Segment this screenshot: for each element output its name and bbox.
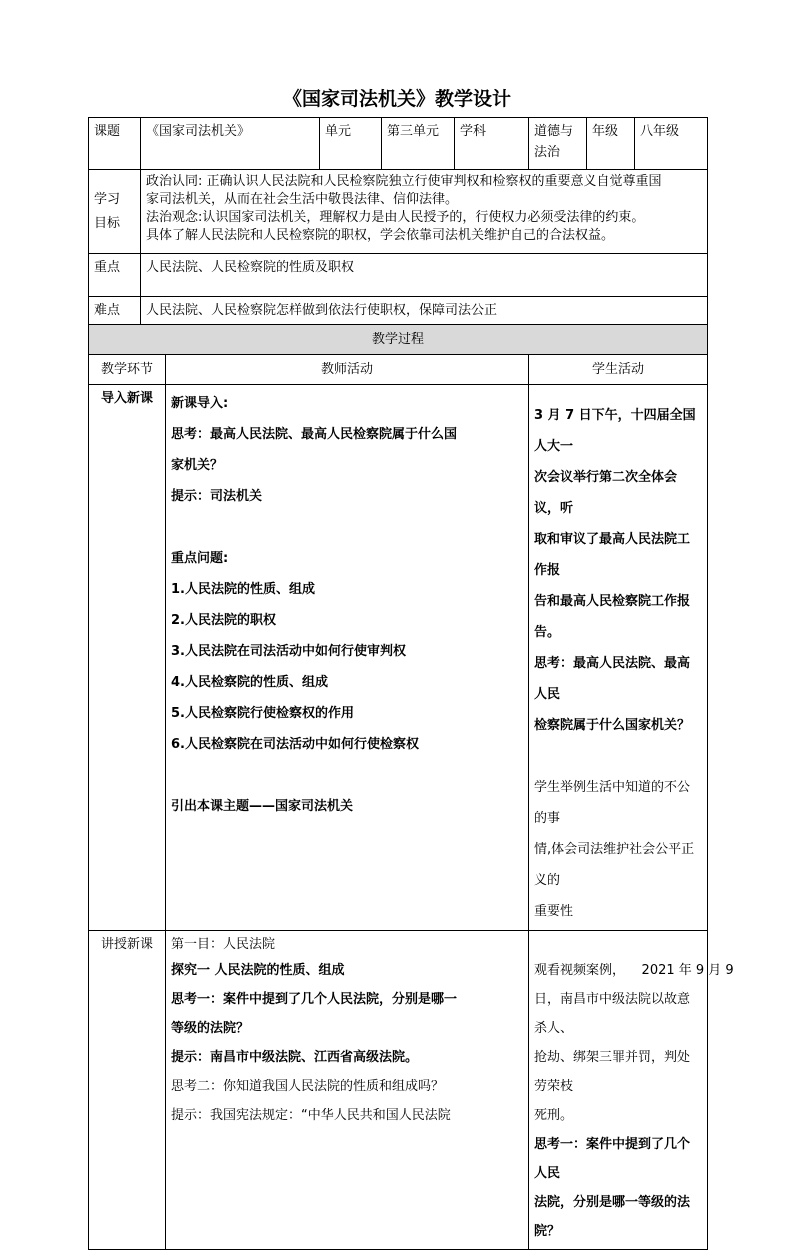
unit-value: 第三单元	[382, 118, 455, 170]
key-point-value: 人民法院、人民检察院的性质及职权	[141, 254, 708, 297]
student-activity-lecture	[529, 931, 734, 1250]
subject-label: 学科	[455, 118, 529, 170]
teacher-activity-intro	[166, 385, 529, 931]
teacher-activity-lecture	[166, 931, 529, 1250]
student-line: 思考一：案件中提到了几个人民	[534, 1137, 691, 1181]
teacher-line: 3.人民法院在司法活动中如何行使审判权	[171, 644, 406, 659]
difficulty-value: 人民法院、人民检察院怎样做到依法行使职权，保障司法公正	[141, 297, 708, 325]
teacher-line: 5.人民检察院行使检察权的作用	[171, 706, 354, 721]
col-teacher-header: 教师活动	[166, 355, 529, 385]
student-line: 情,体会司法维护社会公平正义的	[534, 842, 695, 888]
student-line: 日，南昌市中级法院以故意杀人、	[534, 992, 691, 1036]
student-line: 死刑。	[534, 1108, 574, 1123]
grade-label: 年级	[587, 118, 635, 170]
student-line: 次会议举行第二次全体会议，听	[534, 470, 678, 516]
student-line: 思考：最高人民法院、最高人民	[534, 656, 691, 702]
student-activity-intro	[529, 385, 708, 931]
objectives-label	[89, 170, 141, 254]
stage-intro: 导入新课	[89, 385, 166, 931]
teacher-line: 思考一：案件中提到了几个人民法院，分别是哪一	[171, 992, 458, 1007]
objective-line: 家司法机关，从而在社会生活中敬畏法律、信仰法律。	[146, 192, 459, 207]
col-stage-header: 教学环节	[89, 355, 166, 385]
teacher-line: 家机关？	[171, 458, 224, 473]
teacher-line: 1.人民法院的性质、组成	[171, 582, 315, 597]
col-student-header: 学生活动	[529, 355, 708, 385]
student-line: 观看视频案例， 2021 年 9 月 9	[534, 963, 734, 978]
teacher-line: 思考二：你知道我国人民法院的性质和组成吗？	[171, 1079, 445, 1094]
student-line: 抢劫、绑架三罪并罚，判处劳荣枝	[534, 1050, 691, 1094]
teacher-line: 思考：最高人民法院、最高人民检察院属于什么国	[171, 427, 458, 442]
student-line: 重要性	[534, 904, 574, 919]
objectives-content	[141, 170, 708, 254]
section-lecture-row	[89, 931, 708, 1250]
student-line: 法院，分别是哪一等级的法院？	[534, 1195, 691, 1239]
process-title-row	[89, 325, 708, 355]
lesson-plan-table	[88, 117, 734, 1250]
teacher-line: 引出本课主题——国家司法机关	[171, 799, 354, 814]
key-point-label: 重点	[89, 254, 141, 297]
subject-value: 道德与法治	[529, 118, 587, 170]
process-header-row	[89, 355, 708, 385]
header-row	[89, 118, 708, 170]
stage-lecture: 讲授新课	[89, 931, 166, 1250]
student-line: 学生举例生活中知道的不公的事	[534, 780, 691, 826]
teacher-line: 探究一 人民法院的性质、组成	[171, 963, 345, 978]
objective-line: 政治认同: 正确认识人民法院和人民检察院独立行使审判权和检察权的重要意义自觉尊重国	[146, 174, 662, 189]
difficulty-row	[89, 297, 708, 325]
teacher-line: 提示：我国宪法规定：“中华人民共和国人民法院	[171, 1108, 451, 1123]
teacher-line: 第一目：人民法院	[171, 937, 276, 952]
teacher-line: 6.人民检察院在司法活动中如何行使检察权	[171, 737, 419, 752]
key-point-row	[89, 254, 708, 297]
objectives-label-text: 学习目标	[94, 191, 121, 231]
student-line: 告和最高人民检察院工作报告。	[534, 594, 691, 640]
page-title: 《国家司法机关》教学设计	[282, 88, 511, 110]
teacher-line: 重点问题:	[171, 551, 229, 566]
objective-line: 法治观念:认识国家司法机关，理解权力是由人民授予的，行使权力必须受法律的约束。	[146, 210, 645, 225]
section-intro-row	[89, 385, 708, 931]
objectives-row	[89, 170, 708, 254]
course-label: 课题	[89, 118, 141, 170]
unit-label: 单元	[320, 118, 382, 170]
course-value: 《国家司法机关》	[141, 118, 320, 170]
teacher-line: 提示：南昌市中级法院、江西省高级法院。	[171, 1050, 419, 1065]
objective-line: 具体了解人民法院和人民检察院的职权，学会依靠司法机关维护自己的合法权益。	[146, 228, 615, 243]
teacher-line: 2.人民法院的职权	[171, 613, 276, 628]
student-line: 3 月 7 日下午，十四届全国人大一	[534, 408, 696, 454]
teacher-line: 等级的法院？	[171, 1021, 250, 1036]
student-line: 检察院属于什么国家机关？	[534, 718, 691, 733]
student-line: 取和审议了最高人民法院工作报	[534, 532, 691, 578]
grade-value: 八年级	[635, 118, 708, 170]
difficulty-label: 难点	[89, 297, 141, 325]
teacher-line: 4.人民检察院的性质、组成	[171, 675, 328, 690]
teacher-line: 提示：司法机关	[171, 489, 263, 504]
teacher-line: 新课导入:	[171, 396, 229, 411]
process-title: 教学过程	[89, 325, 708, 355]
